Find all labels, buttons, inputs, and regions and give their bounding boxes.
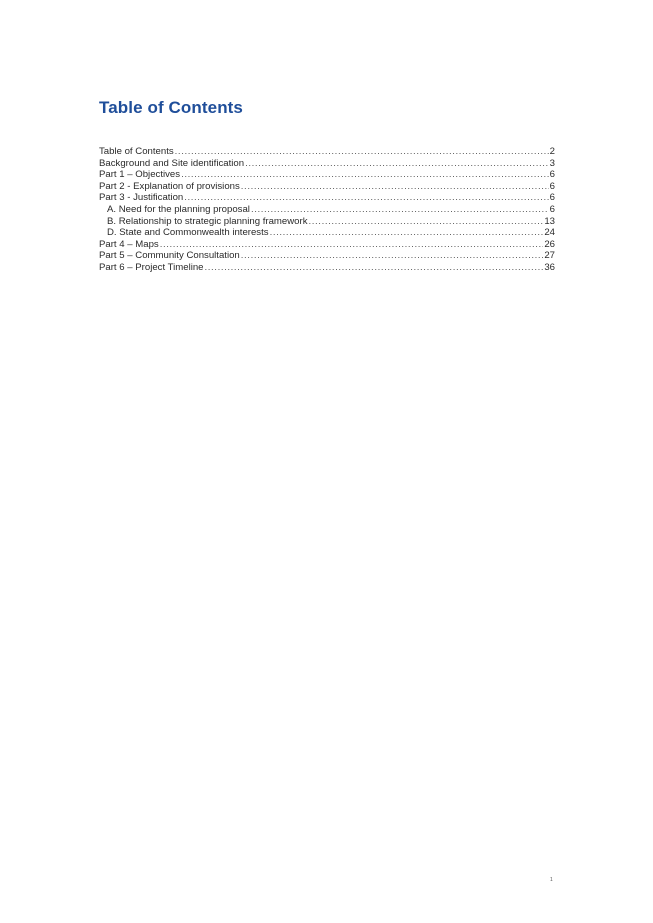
toc-entry-page: 6 — [549, 180, 555, 192]
toc-dot-leader — [175, 146, 549, 158]
toc-entry-title: A. Need for the planning proposal — [107, 203, 250, 215]
toc-entry[interactable] — [99, 262, 555, 274]
toc-dot-leader — [251, 204, 549, 216]
toc-entry-page: 26 — [544, 238, 555, 250]
toc-dot-leader — [205, 262, 544, 274]
toc-subentry[interactable] — [99, 204, 555, 216]
toc-subentry[interactable] — [99, 227, 555, 239]
toc-entry-title: Part 3 - Justification — [99, 192, 184, 204]
toc-entry-title: Part 2 - Explanation of provisions — [99, 180, 240, 192]
toc-entry[interactable] — [99, 192, 555, 204]
toc-dot-leader — [241, 250, 544, 262]
toc-dot-leader — [181, 169, 549, 181]
toc-subentry[interactable] — [99, 216, 555, 228]
toc-entry-title: Table of Contents — [99, 146, 174, 157]
toc-entry-page: 2 — [549, 146, 555, 157]
toc-entry-title: Part 5 – Community Consultation — [99, 250, 240, 262]
toc-entry-page: 36 — [544, 261, 555, 273]
toc-dot-leader — [245, 158, 549, 170]
toc-entry[interactable] — [99, 181, 555, 193]
toc-entry-title: Part 6 – Project Timeline — [99, 261, 204, 273]
toc-dot-leader — [241, 181, 549, 193]
toc-dot-leader — [184, 192, 548, 204]
toc-dot-leader — [309, 216, 544, 228]
toc-heading: Table of Contents — [99, 98, 243, 117]
toc-entry-page: 6 — [549, 192, 555, 204]
toc-entry[interactable] — [99, 239, 555, 251]
toc-entry-page: 13 — [544, 215, 555, 227]
toc-entry-title: D. State and Commonwealth interests — [107, 227, 269, 239]
toc-entry-title: Background and Site identification — [99, 157, 245, 169]
toc-entry-title: B. Relationship to strategic planning framework — [107, 215, 308, 227]
toc-entry-page: 3 — [549, 157, 555, 169]
toc-entry-title: Part 4 – Maps — [99, 238, 159, 250]
toc-entry-page: 6 — [549, 169, 555, 181]
toc-entry[interactable] — [99, 169, 555, 181]
page-number: 1 — [550, 877, 553, 883]
toc-entry-page: 6 — [549, 203, 555, 215]
table-of-contents — [99, 146, 555, 274]
toc-entry[interactable] — [99, 146, 555, 158]
toc-entry[interactable] — [99, 158, 555, 170]
toc-entry-title: Part 1 – Objectives — [99, 169, 181, 181]
toc-entry-page: 27 — [544, 250, 555, 262]
toc-entry-page: 24 — [544, 227, 555, 239]
toc-dot-leader — [270, 227, 544, 239]
toc-dot-leader — [160, 239, 544, 251]
toc-entry[interactable] — [99, 250, 555, 262]
